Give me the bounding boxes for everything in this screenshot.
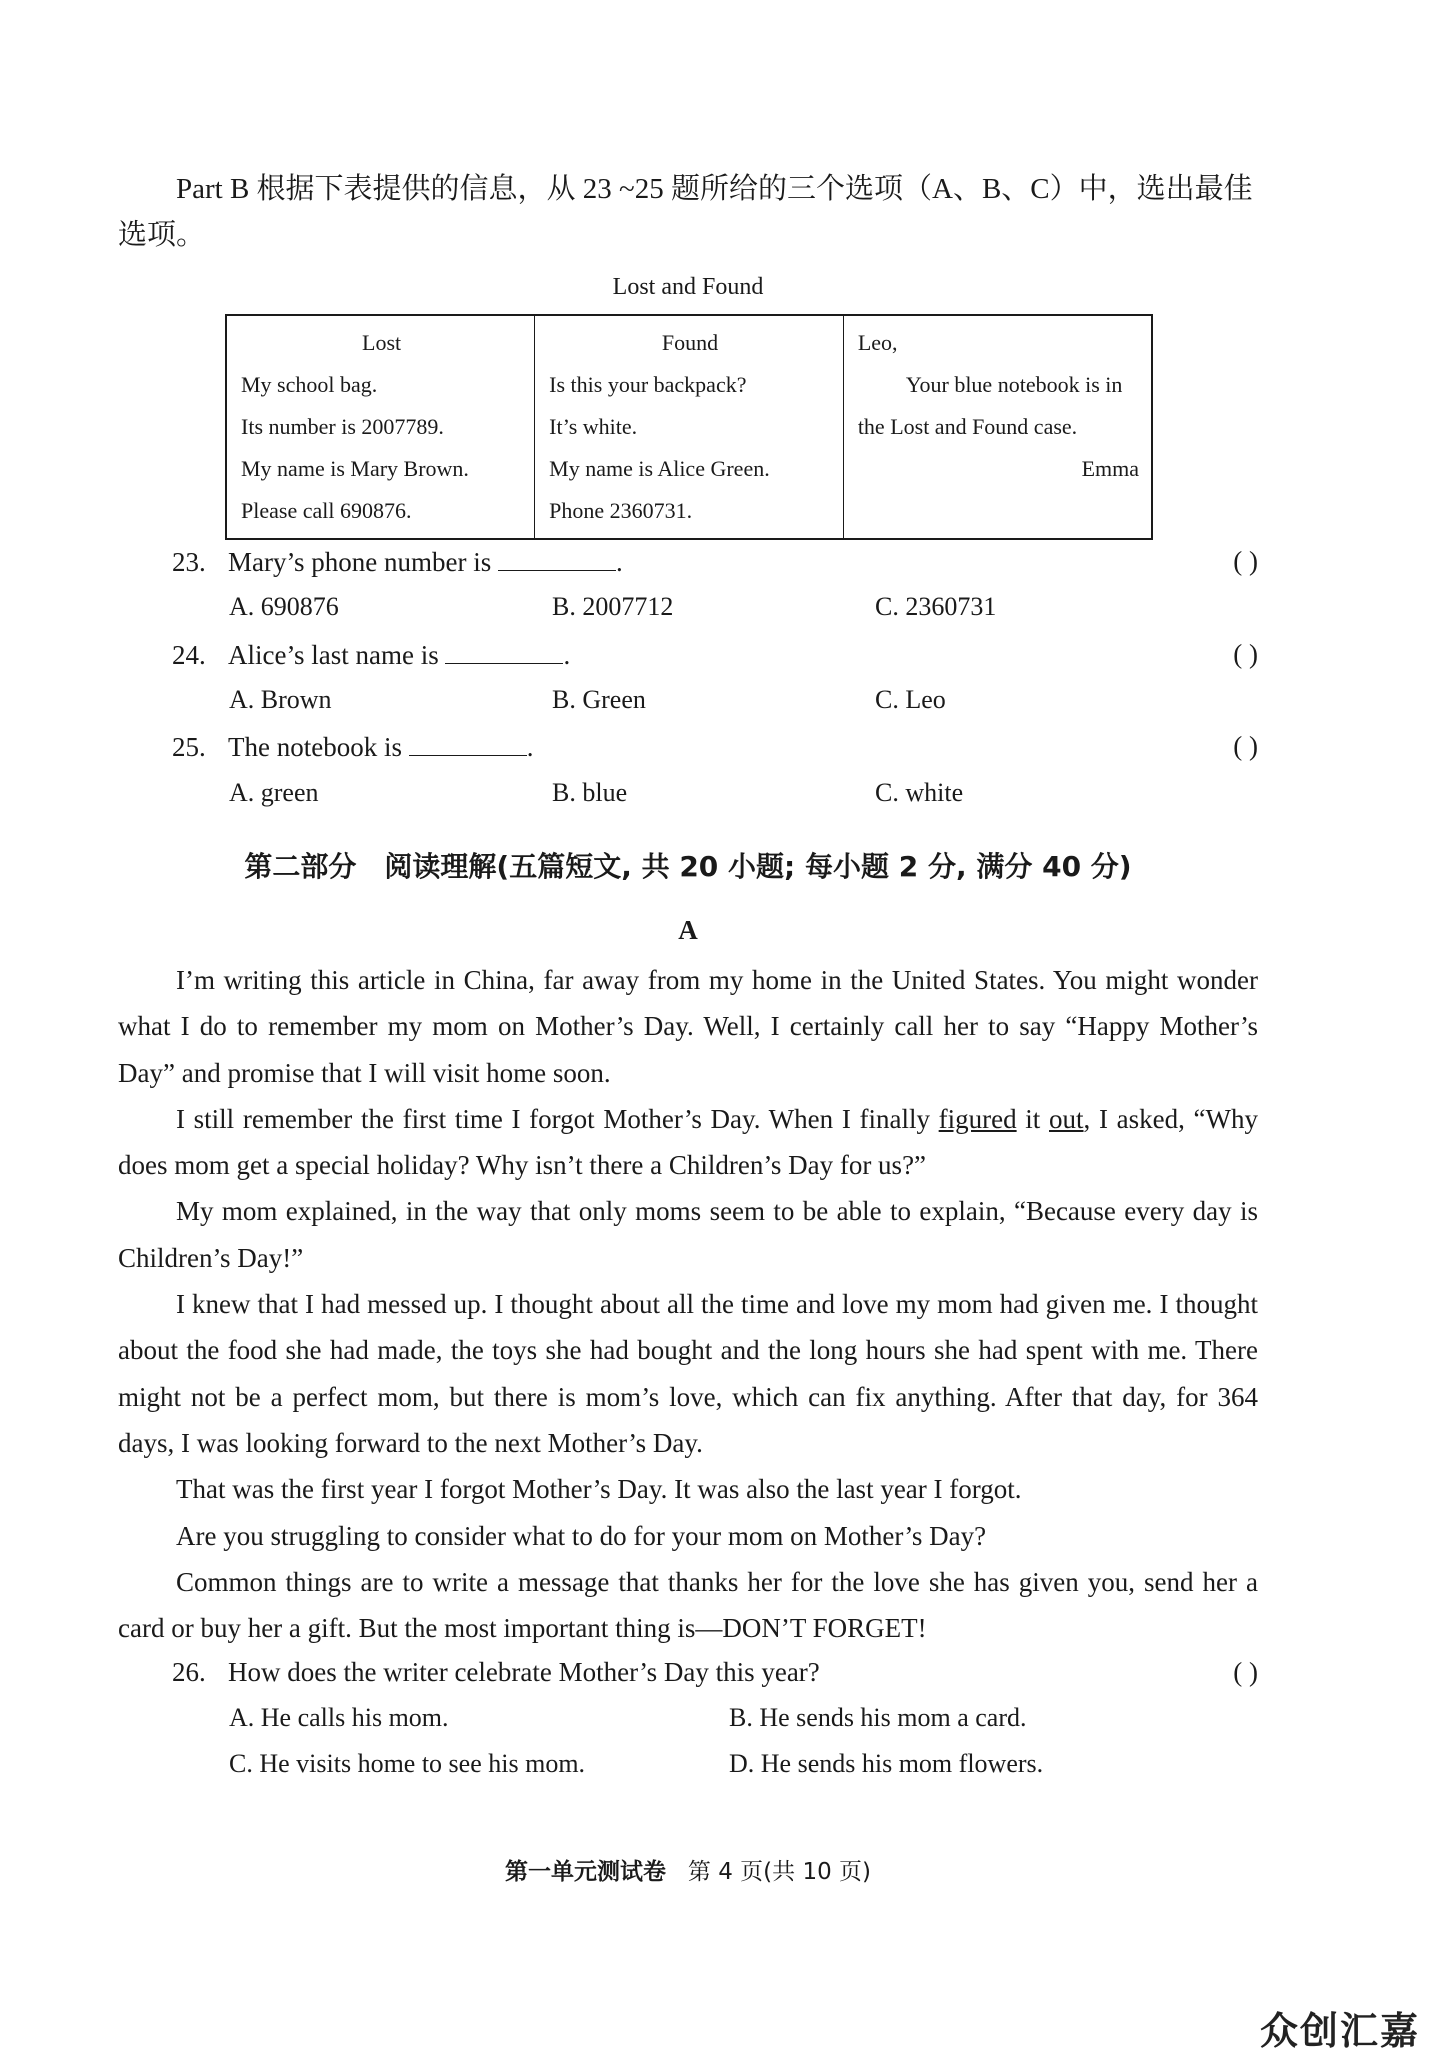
page-footer [0,1853,1376,1886]
found-line: My name is Alice Green. [549,456,770,481]
option-c[interactable]: C. He visits home to see his mom. [229,1749,586,1778]
answer-parentheses[interactable]: ( ) [1233,546,1258,576]
note-signature: Emma [1081,456,1139,481]
passage-label: A [678,915,698,945]
option-b[interactable]: B. blue [552,778,628,807]
option-b[interactable]: B. 2007712 [552,592,674,621]
option-a[interactable]: A. green [229,778,319,807]
question-number: 24. [172,640,206,670]
found-column [535,315,844,539]
option-d[interactable]: D. He sends his mom flowers. [729,1749,1044,1778]
question-number: 25. [172,732,206,762]
passage-paragraph: I’m writing this article in China, far away from my home in the United States. You might wonder what I do to remember my mom on Mother’s Day. Well, I certainly call her to say “Happy Mother’s Day” and promise that I will visit home soon. [118,965,1258,1088]
question-stem: Mary’s phone number is [228,547,492,577]
option-a[interactable]: A. 690876 [229,592,339,621]
instruction-line-1: Part B 根据下表提供的信息，从 23 ~25 题所给的三个选项（A、B、C）中，选出最佳 [176,173,1253,205]
lost-line: Please call 690876. [241,498,412,523]
question-stem: Alice’s last name is [228,640,439,670]
question-end: . [526,732,534,762]
question-24 [172,639,1258,671]
underlined-word: figured [938,1103,1017,1134]
table-caption: Lost and Found [612,274,764,300]
passage-paragraph: Common things are to write a message that thanks her for the love she has given you, send her a card or buy her a gift. But the most important thing is—DON’T FORGET! [118,1566,1258,1644]
lost-header: Lost [362,330,402,355]
note-greeting: Leo, [857,330,898,355]
option-b[interactable]: B. He sends his mom a card. [729,1703,1027,1732]
note-body: Your blue notebook is in the Lost and Found case. [857,372,1123,439]
question-end: . [563,640,571,670]
answer-blank[interactable] [409,731,527,756]
answer-blank[interactable] [498,546,616,571]
reading-passage [118,957,1258,1651]
paragraph-text: I still remember the first time I forgot Mother’s Day. When I finally [176,1103,939,1134]
question-number: 26. [172,1657,206,1687]
question-stem: How does the writer celebrate Mother’s Day this year? [228,1657,820,1687]
question-25 [172,731,1258,763]
question-stem: The notebook is [228,732,402,762]
footer-title: 第一单元测试卷 [504,1859,666,1885]
option-b[interactable]: B. Green [552,685,646,714]
section-title: 第二部分 阅读理解(五篇短文, 共 20 小题; 每小题 2 分, 满分 40 分) [244,850,1132,883]
found-line: It’s white. [549,414,638,439]
watermark-logo: 众创汇嘉 [1260,2009,1421,2053]
option-a[interactable]: A. He calls his mom. [229,1703,449,1732]
lost-column [226,315,535,539]
lost-line: My name is Mary Brown. [241,456,469,481]
question-end: . [615,547,623,577]
passage-paragraph: My mom explained, in the way that only moms seem to be able to explain, “Because every day is Children’s Day!” [118,1196,1258,1273]
lost-and-found-table [225,314,1153,540]
instruction-line-2: 选项。 [118,219,206,251]
answer-parentheses[interactable]: ( ) [1233,1657,1258,1687]
option-c[interactable]: C. Leo [875,685,946,714]
paragraph-text: it [1016,1103,1049,1134]
found-line: Is this your backpack? [549,372,747,397]
note-column [843,315,1152,539]
underlined-word: out [1049,1103,1084,1134]
answer-parentheses[interactable]: ( ) [1233,639,1258,669]
question-23 [172,546,1258,578]
lost-line: My school bag. [241,372,378,397]
passage-paragraph: Are you struggling to consider what to do for your mom on Mother’s Day? [176,1520,987,1551]
lost-line: Its number is 2007789. [241,414,444,439]
option-c[interactable]: C. 2360731 [875,592,997,621]
paragraph-text: , I asked, “Why does mom get a special holiday? Why isn’t there a Children’s Day for us?” [118,1103,1258,1181]
question-number: 23. [172,547,206,577]
option-a[interactable]: A. Brown [229,685,332,714]
passage-paragraph: I knew that I had messed up. I thought about all the time and love my mom had given me. I thought about the food she had made, the toys she had bought and the long hours she had spent with me. There might not be a perfect mom, but there is mom’s love, which can fix anything. After that day, for 364 days, I was looking forward to the next Mother’s Day. [118,1289,1258,1458]
footer-page-number: 第 4 页(共 10 页) [687,1859,872,1885]
found-header: Found [661,330,719,355]
part-b-instruction [118,166,1258,258]
answer-blank[interactable] [445,639,563,664]
passage-paragraph [118,1096,1258,1189]
option-c[interactable]: C. white [875,778,964,807]
found-line: Phone 2360731. [549,498,693,523]
answer-parentheses[interactable]: ( ) [1233,731,1258,761]
passage-paragraph: That was the first year I forgot Mother’s Day. It was also the last year I forgot. [176,1474,1022,1505]
question-26 [172,1657,1258,1688]
